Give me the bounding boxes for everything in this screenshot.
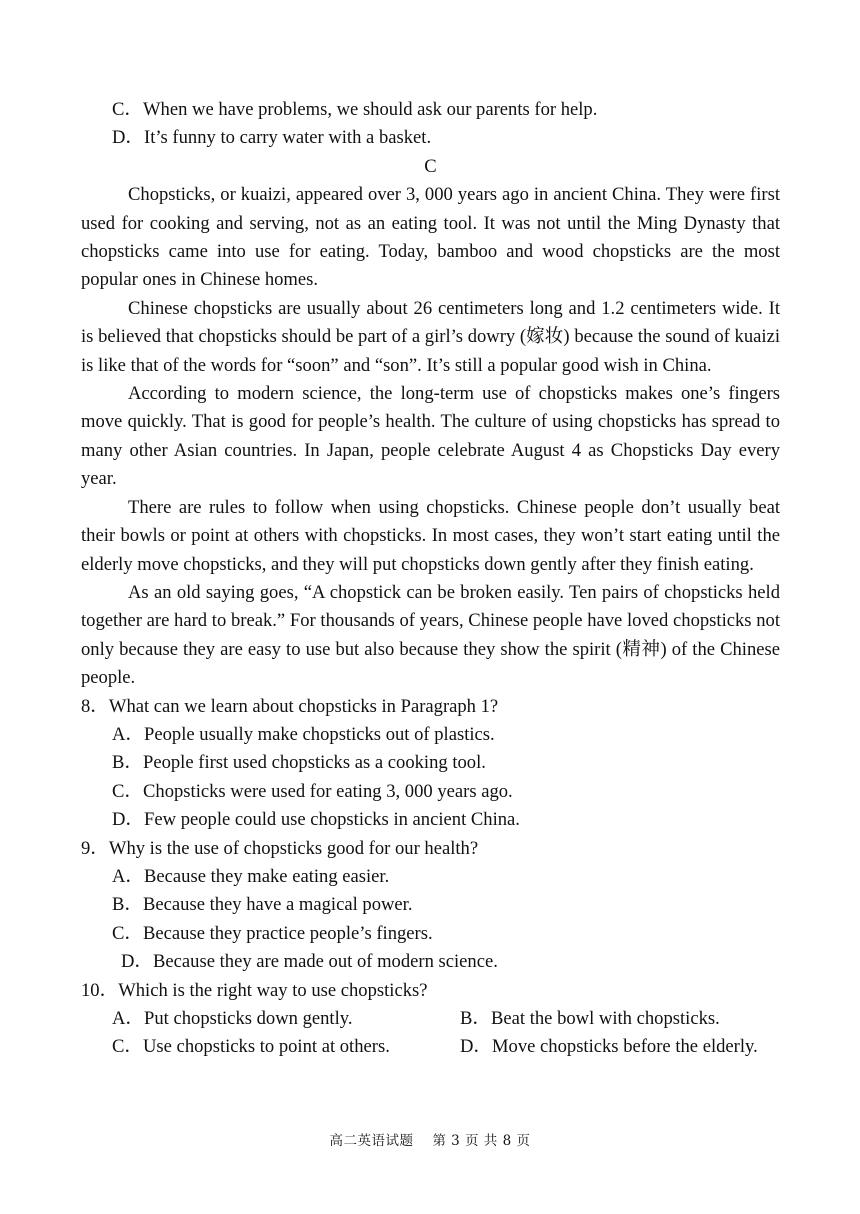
prev-option-d: D．It’s funny to carry water with a basket. <box>112 127 432 149</box>
question-10-row-ab <box>81 1005 780 1033</box>
question-10-option-c: C．Use chopsticks to point at others. <box>112 1036 390 1058</box>
question-9-option-a: A．Because they make eating easier. <box>112 865 390 887</box>
passage-paragraph-2: Chinese chopsticks are usually about 26 centimeters long and 1.2 centimeters wide. It is believed that chopsticks should be part of a girl’s dowry (嫁妆) because the sound of kuaizi is like that of the words for “soon” and “son”. It’s still a popular good wish in China. <box>81 297 780 376</box>
question-9-option-b: B．Because they have a magical power. <box>112 894 413 916</box>
question-8-option-c: C．Chopsticks were used for eating 3, 000 years ago. <box>112 780 513 802</box>
passage-paragraph-1: Chopsticks, or kuaizi, appeared over 3, 000 years ago in ancient China. They were first used for cooking and serving, not as an eating tool. It was not until the Ming Dynasty that chopsticks came into use for eating. Today, bamboo and wood chopsticks are the most popular ones in Chinese homes. <box>81 184 780 291</box>
passage-paragraph-4: There are rules to follow when using chopsticks. Chinese people don’t usually beat their bowls or point at others with chopsticks. In most cases, they won’t start eating until the elderly move chopsticks, and they will put chopsticks down gently after they finish eating. <box>81 496 780 575</box>
question-10-stem: 10．Which is the right way to use chopsticks? <box>81 979 428 1001</box>
question-10-option-d: D．Move chopsticks before the elderly. <box>460 1036 758 1058</box>
question-8-option-a: A．People usually make chopsticks out of plastics. <box>112 723 495 745</box>
page-content <box>81 96 780 1062</box>
question-8-stem: 8．What can we learn about chopsticks in Paragraph 1? <box>81 695 499 717</box>
passage-paragraph-5: As an old saying goes, “A chopstick can be broken easily. Ten pairs of chopsticks held together are hard to break.” For thousands of years, Chinese people have loved chopsticks not only because they are easy to use but also because they show the spirit (精神) of the Chinese people. <box>81 581 780 689</box>
question-10-option-b: B．Beat the bowl with chopsticks. <box>460 1008 720 1029</box>
passage-letter: C <box>424 155 437 177</box>
passage-paragraph-3: According to modern science, the long-term use of chopsticks makes one’s fingers move quickly. That is good for people’s health. The culture of using chopsticks has spread to many other Asian countries. In Japan, people celebrate August 4 as Chopsticks Day every year. <box>81 383 780 490</box>
question-10-row-cd <box>81 1033 780 1061</box>
prev-option-c: C．When we have problems, we should ask our parents for help. <box>112 99 598 120</box>
question-10-option-a: A．Put chopsticks down gently. <box>112 1008 353 1029</box>
question-9-stem: 9．Why is the use of chopsticks good for our health? <box>81 837 479 859</box>
question-9-option-c: C．Because they practice people’s fingers. <box>112 922 433 944</box>
question-8-option-d: D．Few people could use chopsticks in ancient China. <box>112 809 520 831</box>
question-9-option-d: D．Because they are made out of modern science. <box>121 951 498 973</box>
page-footer: 高二英语试题 第 3 页 共 8 页 <box>329 1133 531 1149</box>
question-8-option-b: B．People first used chopsticks as a cooking tool. <box>112 752 486 774</box>
